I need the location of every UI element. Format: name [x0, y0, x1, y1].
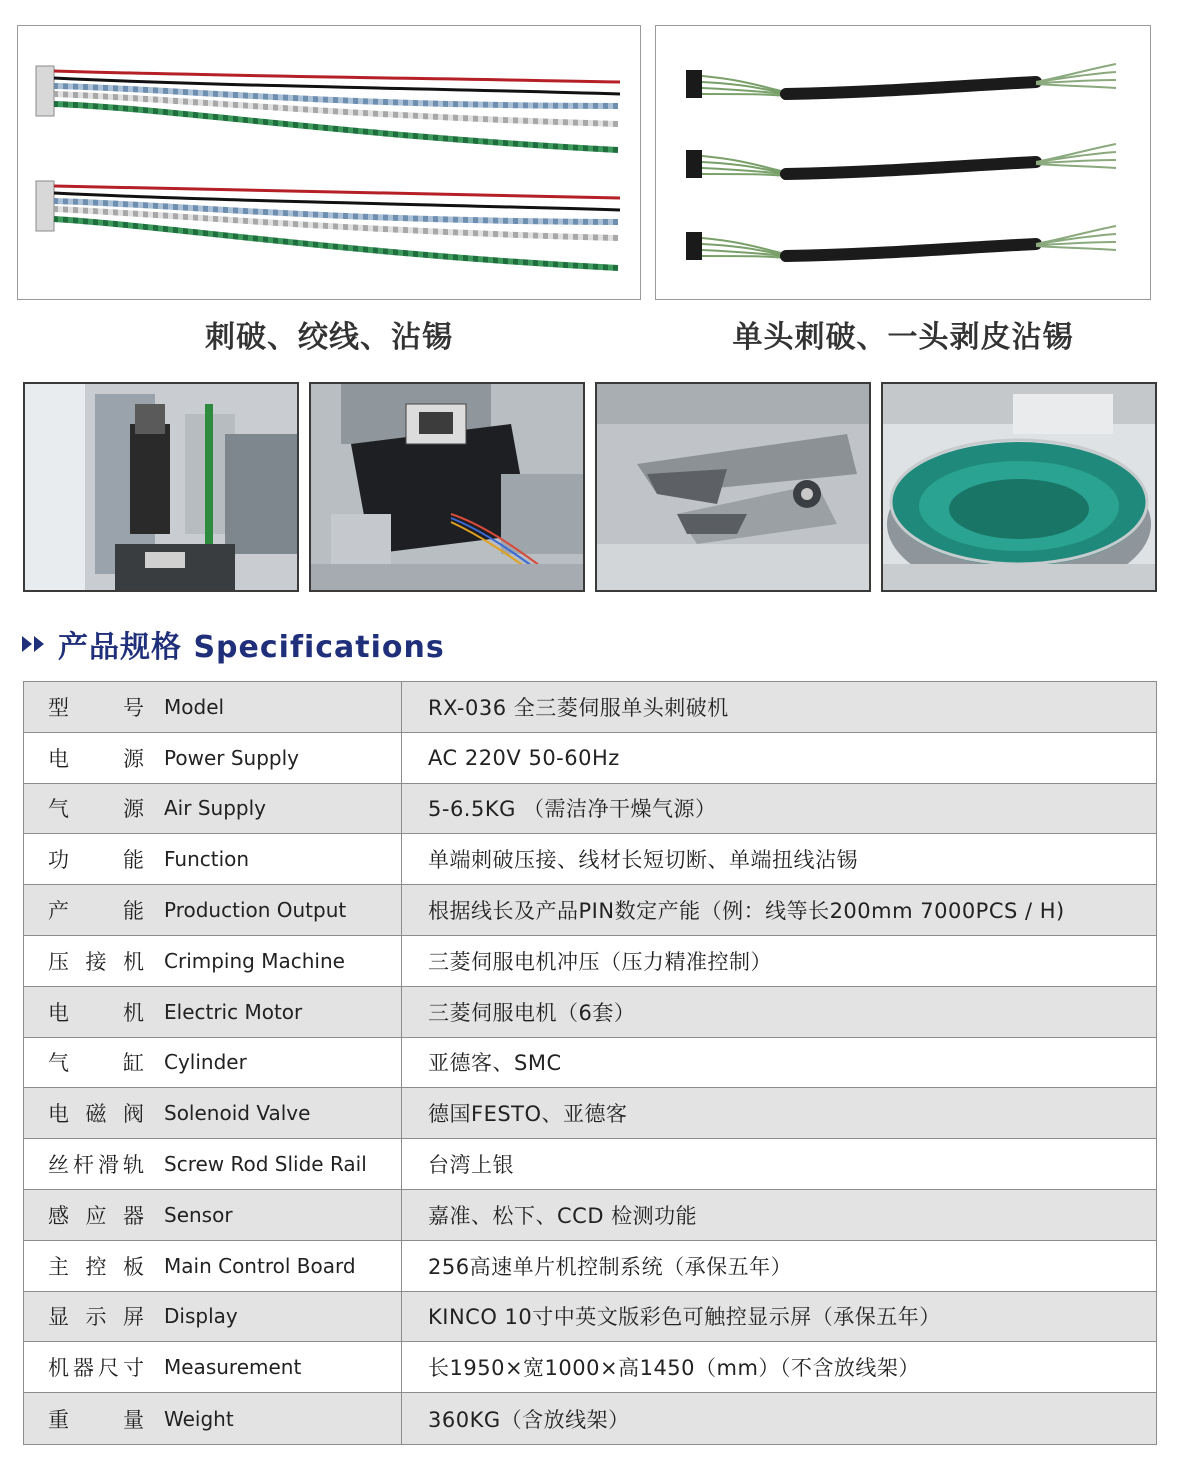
- spec-label-cn-char: 滑: [98, 1153, 119, 1178]
- spec-label-en: Electric Motor: [164, 999, 303, 1024]
- spec-label-cn-char: 电: [48, 746, 69, 771]
- spec-label-en: Cylinder: [164, 1050, 247, 1075]
- spec-label-cn-char: 丝: [48, 1153, 69, 1178]
- spec-label-cn-char: 杆: [73, 1153, 94, 1178]
- spec-label-cn: [48, 692, 144, 722]
- spec-label-en: Display: [164, 1304, 238, 1329]
- spec-label-cn: [48, 1301, 144, 1331]
- spec-label-cn: [48, 946, 144, 976]
- spec-label-cn-char: 主: [48, 1254, 69, 1279]
- spec-row: [24, 834, 1156, 885]
- section-title: 产品规格 Specifications: [58, 630, 445, 665]
- spec-label-en: Solenoid Valve: [164, 1101, 311, 1126]
- spec-label-cell: [24, 1190, 402, 1240]
- spec-value: 5-6.5KG （需洁净干燥气源）: [428, 797, 717, 822]
- spec-row: [24, 1393, 1156, 1444]
- spec-label-cell: [24, 682, 402, 732]
- spec-label-cn-char: 功: [48, 848, 69, 873]
- harness-illustration-right: [656, 26, 1150, 299]
- spec-row: [24, 1038, 1156, 1089]
- spec-value: AC 220V 50-60Hz: [428, 745, 620, 770]
- spec-label-cell: [24, 885, 402, 935]
- spec-label-en: Model: [164, 694, 225, 719]
- spec-label-cn: [48, 743, 144, 773]
- caption-left: 刺破、绞线、沾锡: [205, 320, 453, 355]
- spec-label-cell: [24, 834, 402, 884]
- specifications-table: [23, 681, 1157, 1445]
- spec-row: [24, 1342, 1156, 1393]
- spec-label-cn-char: 能: [123, 848, 144, 873]
- spec-label-cn-char: 器: [123, 1203, 144, 1228]
- spec-row: [24, 936, 1156, 987]
- spec-row: [24, 682, 1156, 733]
- product-photo-twisted-harness: [17, 25, 641, 300]
- spec-value: RX-036 全三菱伺服单头刺破机: [428, 695, 729, 720]
- spec-value: 360KG（含放线架）: [428, 1407, 630, 1432]
- spec-label-cell: [24, 987, 402, 1037]
- spec-label-en: Screw Rod Slide Rail: [164, 1152, 367, 1177]
- spec-label-cell: [24, 1342, 402, 1392]
- spec-row: [24, 1292, 1156, 1343]
- spec-label-cell: [24, 1241, 402, 1291]
- spec-value: 德国FESTO、亚德客: [428, 1102, 628, 1127]
- spec-value: KINCO 10寸中英文版彩色可触控显示屏（承保五年）: [428, 1305, 941, 1330]
- spec-label-en: Main Control Board: [164, 1253, 356, 1278]
- spec-label-cn-char: 能: [123, 899, 144, 924]
- spec-label-cn: [48, 1098, 144, 1128]
- spec-label-cn-char: 屏: [123, 1305, 144, 1330]
- spec-value: 单端刺破压接、线材长短切断、单端扭线沾锡: [428, 848, 858, 873]
- spec-label-cn: [48, 844, 144, 874]
- spec-value: 亚德客、SMC: [428, 1051, 562, 1076]
- harness-illustration-left: [18, 26, 640, 299]
- spec-value: 三菱伺服电机冲压（压力精准控制）: [428, 949, 772, 974]
- spec-label-cn-char: 阀: [123, 1102, 144, 1127]
- spec-label-cell: [24, 1088, 402, 1138]
- spec-label-cn-char: 接: [85, 949, 107, 974]
- spec-value: 三菱伺服电机（6套）: [428, 1000, 636, 1025]
- machine-photo-gripper: [595, 382, 871, 592]
- spec-label-cell: [24, 784, 402, 834]
- spec-label-en: Sensor: [164, 1202, 233, 1227]
- spec-label-cn-char: 产: [48, 899, 69, 924]
- double-chevron-icon: [22, 636, 44, 652]
- spec-row: [24, 1088, 1156, 1139]
- spec-label-cn-char: 应: [85, 1203, 107, 1228]
- spec-label-cn-char: 型: [48, 695, 69, 720]
- spec-label-cn-char: 源: [123, 746, 144, 771]
- spec-label-cell: [24, 1292, 402, 1342]
- spec-label-cn-char: 磁: [85, 1102, 107, 1127]
- spec-row: [24, 733, 1156, 784]
- spec-label-cn-char: 示: [85, 1305, 107, 1330]
- spec-label-cn: [48, 895, 144, 925]
- machine-photo-crimping-head: [309, 382, 585, 592]
- spec-row: [24, 784, 1156, 835]
- spec-label-en: Function: [164, 847, 250, 872]
- spec-label-cn: [48, 1251, 144, 1281]
- spec-row: [24, 1241, 1156, 1292]
- spec-row: [24, 885, 1156, 936]
- spec-label-cell: [24, 1139, 402, 1189]
- product-photo-sleeved-harness: [655, 25, 1151, 300]
- spec-label-cn-char: 压: [48, 949, 69, 974]
- spec-label-en: Measurement: [164, 1355, 302, 1380]
- spec-label-cn-char: 控: [85, 1254, 107, 1279]
- spec-label-cell: [24, 733, 402, 783]
- spec-label-cn-char: 气: [48, 1051, 69, 1076]
- spec-row: [24, 1139, 1156, 1190]
- spec-label-cn-char: 机: [123, 949, 144, 974]
- spec-label-cn: [48, 997, 144, 1027]
- spec-label-cn: [48, 1047, 144, 1077]
- spec-value: 256高速单片机控制系统（承保五年）: [428, 1254, 793, 1279]
- spec-label-cn: [48, 1200, 144, 1230]
- spec-row: [24, 987, 1156, 1038]
- spec-value: 台湾上银: [428, 1153, 514, 1178]
- spec-label-cell: [24, 1393, 402, 1444]
- spec-label-cn-char: 号: [123, 695, 144, 720]
- spec-label-cell: [24, 1038, 402, 1088]
- spec-label-cn-char: 显: [48, 1305, 69, 1330]
- spec-label-cn-char: 机: [48, 1356, 69, 1381]
- spec-label-cn-char: 量: [123, 1407, 144, 1432]
- spec-label-cn-char: 电: [48, 1000, 69, 1025]
- spec-label-cn-char: 机: [123, 1000, 144, 1025]
- spec-label-cn: [48, 793, 144, 823]
- caption-right: 单头刺破、一头剥皮沾锡: [732, 320, 1074, 355]
- spec-label-cn: [48, 1149, 144, 1179]
- spec-value: 长1950×宽1000×高1450（mm）（不含放线架）: [428, 1356, 920, 1381]
- spec-label-en: Air Supply: [164, 796, 266, 821]
- spec-label-cn-char: 尺: [98, 1356, 119, 1381]
- spec-label-cn-char: 轨: [123, 1153, 144, 1178]
- machine-photo-ccd-camera: [23, 382, 299, 592]
- section-heading: [22, 624, 445, 664]
- spec-label-en: Production Output: [164, 898, 347, 923]
- spec-label-cn-char: 重: [48, 1407, 69, 1432]
- spec-label-cn-char: 感: [48, 1203, 69, 1228]
- spec-label-cn-char: 缸: [123, 1051, 144, 1076]
- spec-label-cn-char: 器: [73, 1356, 94, 1381]
- spec-label-cn: [48, 1404, 144, 1434]
- spec-label-en: Crimping Machine: [164, 948, 345, 973]
- spec-label-cn-char: 寸: [123, 1356, 144, 1381]
- spec-label-en: Power Supply: [164, 745, 299, 770]
- spec-label-cn-char: 电: [48, 1102, 69, 1127]
- machine-photo-vibratory-bowl: [881, 382, 1157, 592]
- spec-label-cn-char: 板: [123, 1254, 144, 1279]
- spec-label-cell: [24, 936, 402, 986]
- spec-label-cn-char: 源: [123, 797, 144, 822]
- spec-value: 嘉准、松下、CCD 检测功能: [428, 1203, 698, 1228]
- spec-value: 根据线长及产品PIN数定产能（例：线等长200mm 7000PCS / H): [428, 899, 1065, 924]
- spec-label-en: Weight: [164, 1406, 234, 1431]
- spec-label-cn-char: 气: [48, 797, 69, 822]
- spec-label-cn: [48, 1352, 144, 1382]
- spec-row: [24, 1190, 1156, 1241]
